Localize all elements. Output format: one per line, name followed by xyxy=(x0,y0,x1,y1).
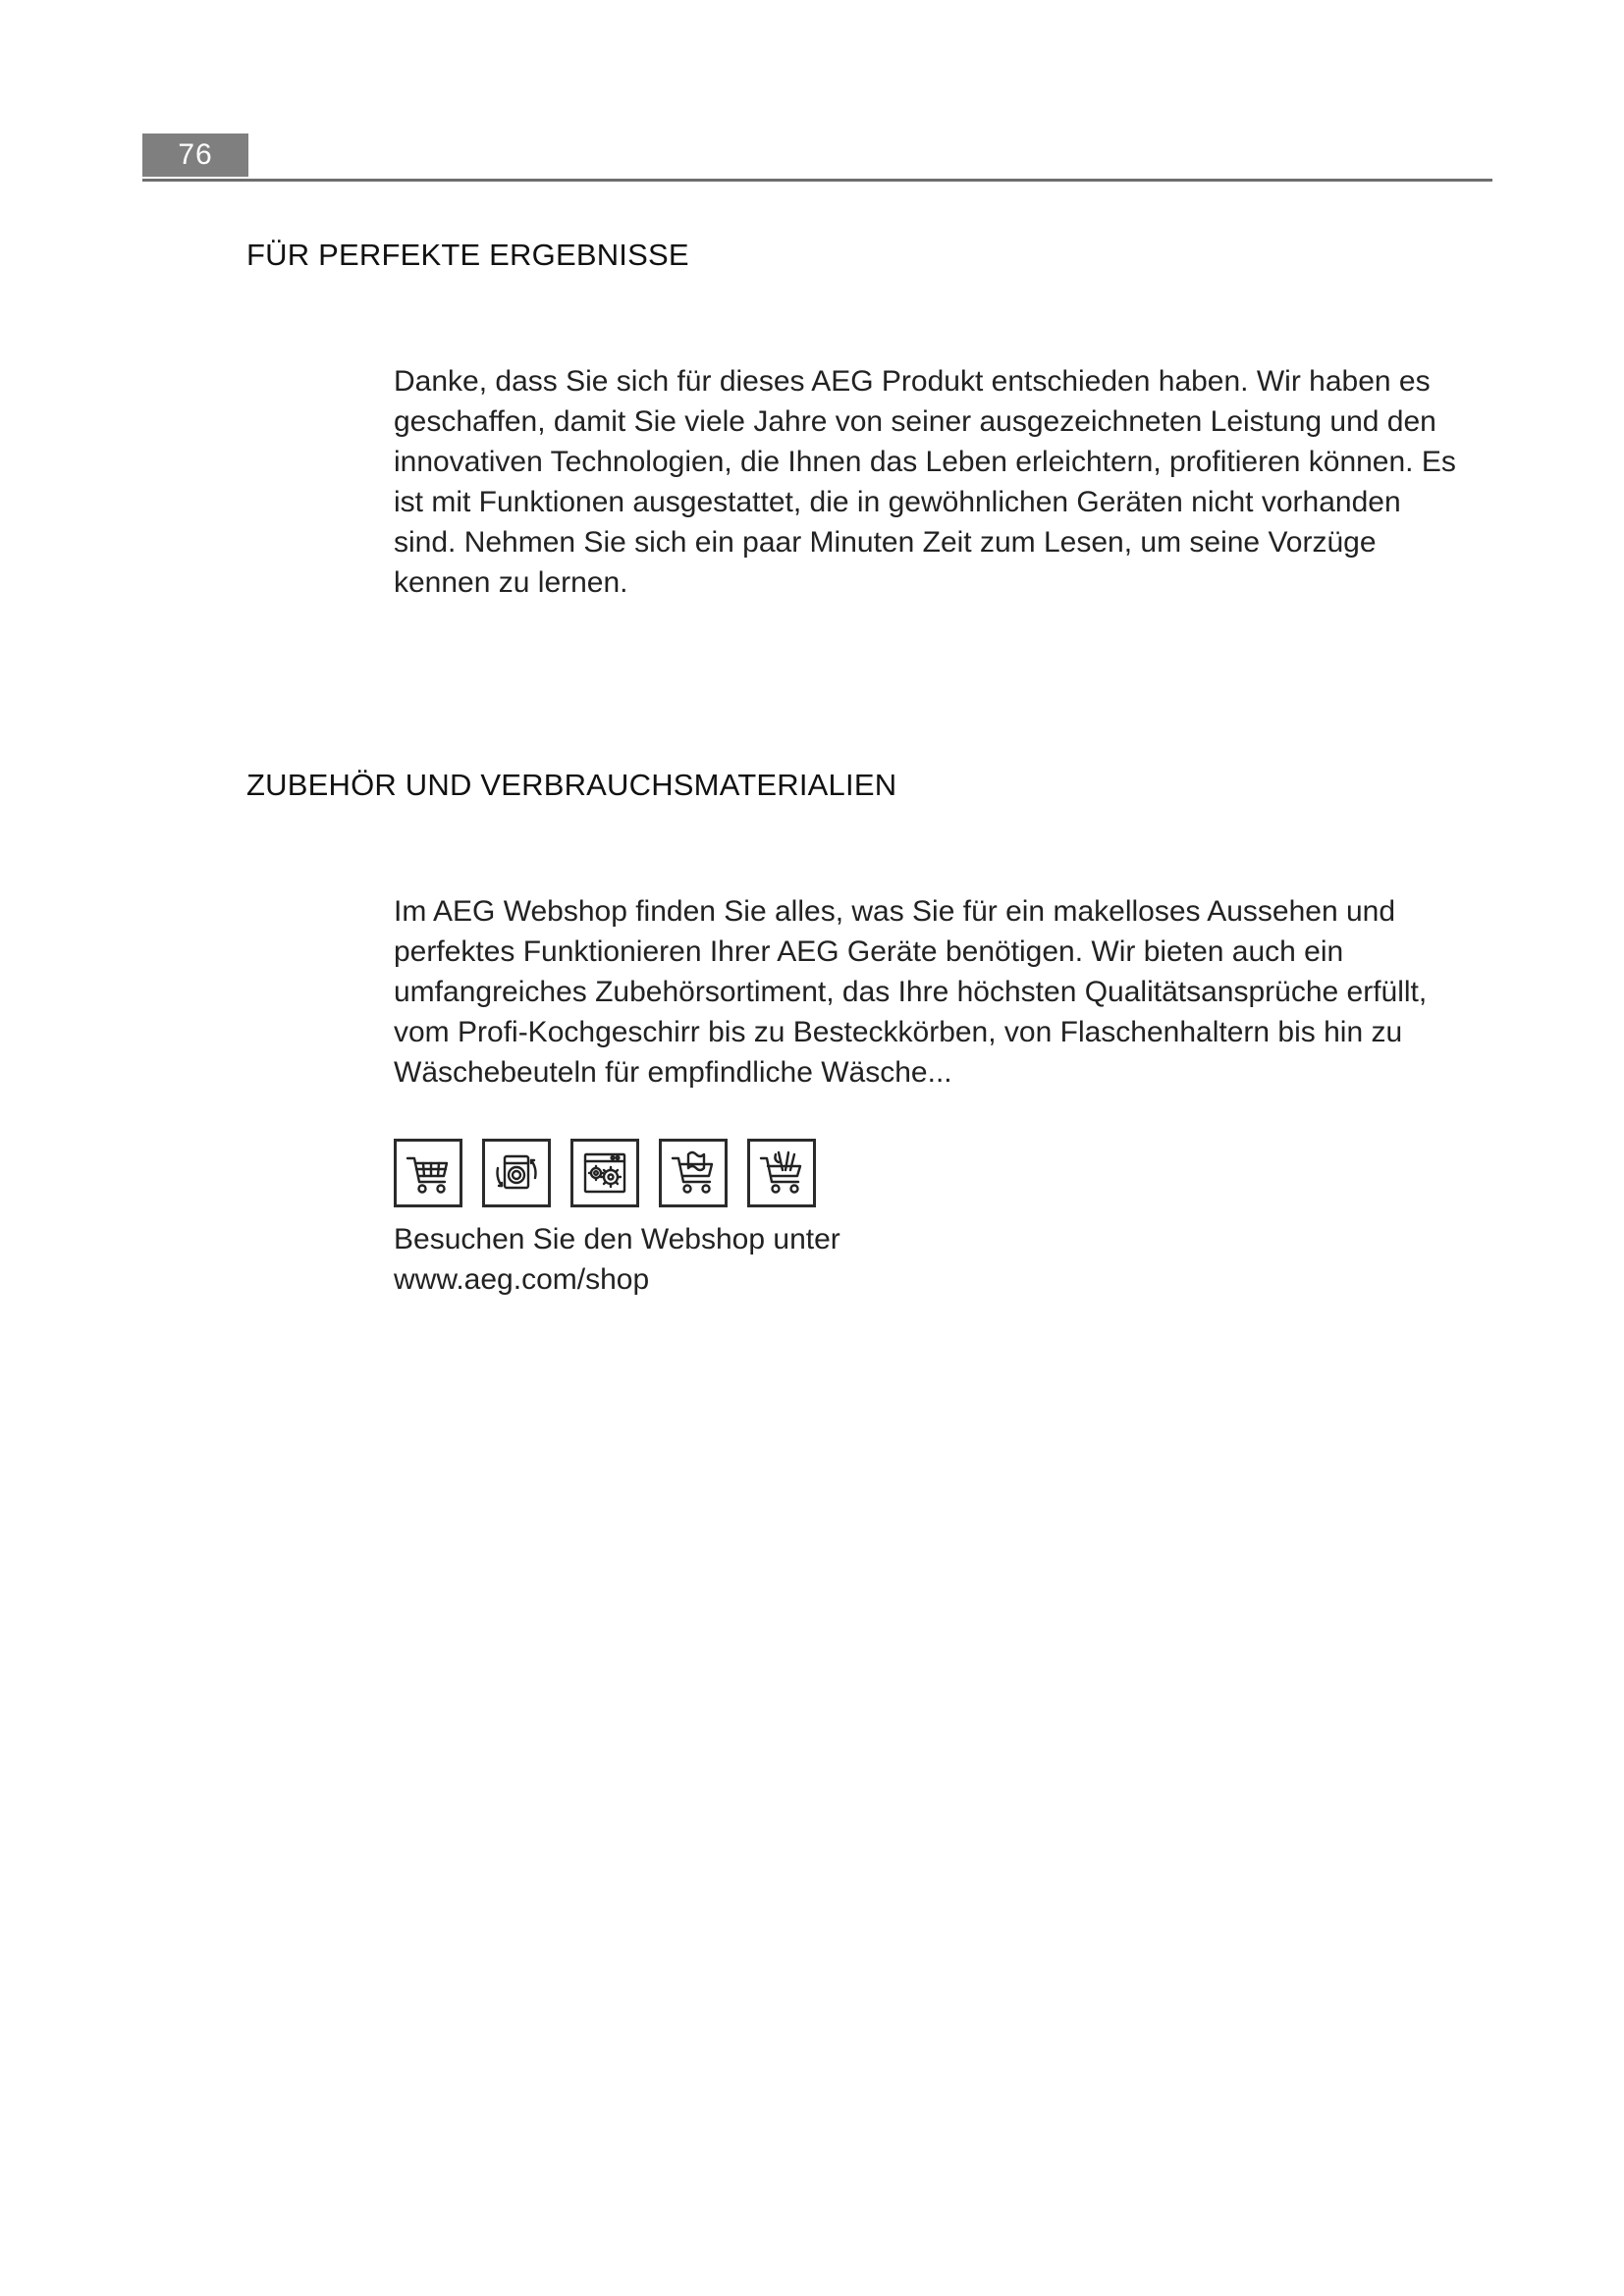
paragraph-line: ist mit Funktionen ausgestattet, die in gewöhnlichen Geräten nicht vorhanden xyxy=(394,486,1401,518)
intro-paragraph xyxy=(394,361,1503,603)
paragraph-line: geschaffen, damit Sie viele Jahre von seiner ausgezeichneten Leistung und den xyxy=(394,405,1436,438)
washing-machine-icon xyxy=(482,1139,551,1207)
accessories-paragraph xyxy=(394,891,1503,1093)
webshop-visit-text xyxy=(394,1219,840,1300)
paragraph-line: Im AEG Webshop finden Sie alles, was Sie für ein makelloses Aussehen und xyxy=(394,895,1396,928)
paragraph-line: kennen zu lernen. xyxy=(394,566,628,599)
paragraph-line: perfektes Funktionieren Ihrer AEG Geräte benötigen. Wir bieten auch ein xyxy=(394,935,1344,968)
section-heading-accessories: ZUBEHÖR UND VERBRAUCHSMATERIALIEN xyxy=(246,768,897,802)
paragraph-line: Danke, dass Sie sich für dieses AEG Produkt entschieden haben. Wir haben es xyxy=(394,365,1431,398)
paragraph-line: sind. Nehmen Sie sich ein paar Minuten Zeit zum Lesen, um seine Vorzüge xyxy=(394,526,1377,559)
appliance-gear-icon xyxy=(570,1139,639,1207)
paragraph-line: umfangreiches Zubehörsortiment, das Ihre höchsten Qualitätsansprüche erfüllt, xyxy=(394,976,1428,1008)
webshop-icons xyxy=(394,1139,816,1209)
page-number: 76 xyxy=(142,133,248,177)
header-divider xyxy=(142,179,1492,182)
cart-laundry-icon xyxy=(659,1139,728,1207)
section-heading-results: FÜR PERFEKTE ERGEBNISSE xyxy=(246,238,689,272)
cart-utensils-icon xyxy=(747,1139,816,1207)
paragraph-line: vom Profi-Kochgeschirr bis zu Besteckkörben, von Flaschenhaltern bis hin zu xyxy=(394,1016,1403,1048)
visit-line: Besuchen Sie den Webshop unter xyxy=(394,1223,840,1255)
paragraph-line: Wäschebeuteln für empfindliche Wäsche... xyxy=(394,1056,952,1089)
paragraph-line: innovativen Technologien, die Ihnen das Leben erleichtern, profitieren können. Es xyxy=(394,446,1456,478)
shopping-cart-icon xyxy=(394,1139,462,1207)
webshop-url: www.aeg.com/shop xyxy=(394,1263,650,1296)
